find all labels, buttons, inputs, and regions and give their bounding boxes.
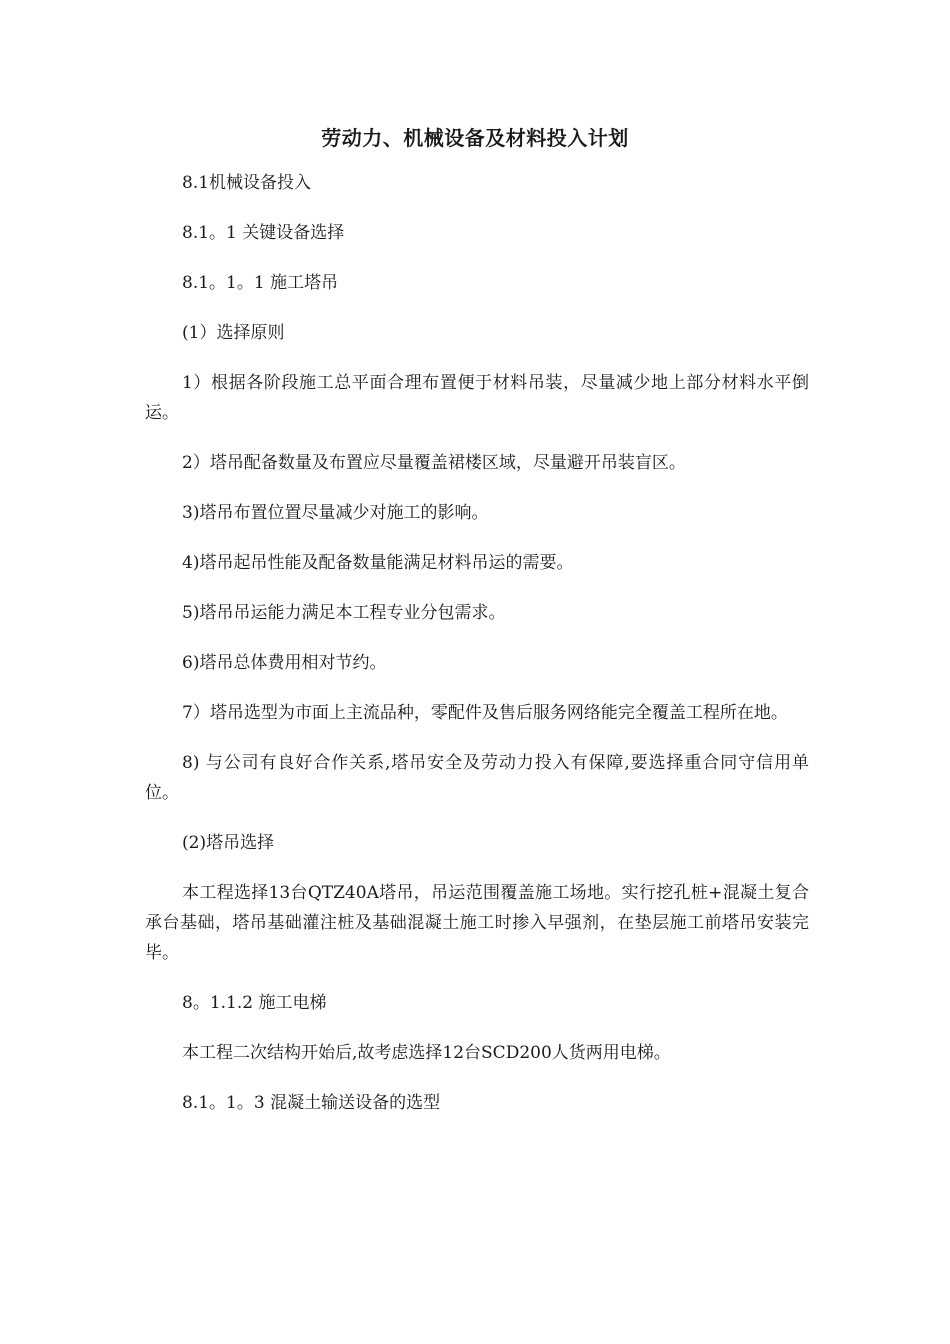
list-item: 2）塔吊配备数量及布置应尽量覆盖裙楼区域，尽量避开吊装盲区。: [182, 453, 686, 473]
document-body: [145, 168, 809, 1138]
list-item: 1）根据各阶段施工总平面合理布置便于材料吊装，尽量减少地上部分材料水平倒运。: [145, 373, 809, 423]
list-item: 6)塔吊总体费用相对节约。: [182, 653, 387, 673]
document-title: 劳动力、机械设备及材料投入计划: [321, 126, 629, 150]
list-item: 5)塔吊吊运能力满足本工程专业分包需求。: [182, 603, 506, 623]
section-heading-8-1-1-1: 8.1。1。1 施工塔吊: [182, 273, 339, 293]
body-paragraph: 本工程选择13台QTZ40A塔吊，吊运范围覆盖施工场地。实行挖孔桩+混凝土复合承台基础，塔吊基础灌注桩及基础混凝土施工时掺入早强剂，在垫层施工前塔吊安装完毕。: [145, 883, 809, 963]
list-item: 8) 与公司有良好合作关系,塔吊安全及劳动力投入有保障,要选择重合同守信用单位。: [145, 753, 809, 803]
subheading-selection-principles: (1）选择原则: [182, 323, 285, 343]
section-heading-8-1: 8.1机械设备投入: [182, 173, 312, 193]
section-heading-8-1-1-2: 8。1.1.2 施工电梯: [182, 993, 327, 1013]
list-item: 3)塔吊布置位置尽量减少对施工的影响。: [182, 503, 489, 523]
section-heading-8-1-1-3: 8.1。1。3 混凝土输送设备的选型: [182, 1093, 441, 1113]
subheading-crane-selection: (2)塔吊选择: [182, 833, 275, 853]
list-item: 7）塔吊选型为市面上主流品种，零配件及售后服务网络能完全覆盖工程所在地。: [182, 703, 788, 723]
list-item: 4)塔吊起吊性能及配备数量能满足材料吊运的需要。: [182, 553, 574, 573]
body-paragraph: 本工程二次结构开始后,故考虑选择12台SCD200人货两用电梯。: [182, 1043, 671, 1063]
section-heading-8-1-1: 8.1。1 关键设备选择: [182, 223, 345, 243]
